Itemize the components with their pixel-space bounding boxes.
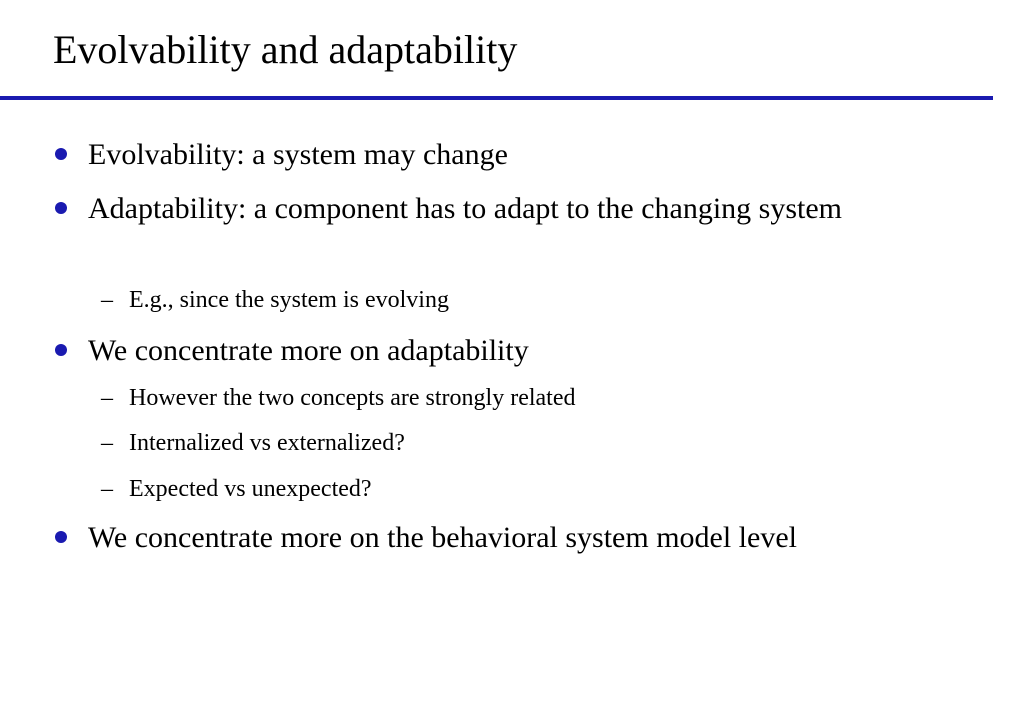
sub-bullet-item — [101, 474, 929, 504]
bullet-dot-icon — [55, 344, 67, 356]
bullet-dot-icon — [55, 148, 67, 160]
bullet-text: We concentrate more on the behavioral system model level — [88, 521, 797, 554]
sub-bullet-text: However the two concepts are strongly related — [129, 385, 576, 411]
bullet-dot-icon — [55, 202, 67, 214]
bullet-item — [88, 189, 918, 228]
sub-bullet-text: Expected vs unexpected? — [129, 476, 372, 502]
title-underline — [0, 96, 993, 100]
dash-marker: – — [101, 430, 113, 456]
dash-marker: – — [101, 385, 113, 411]
bullet-item — [88, 331, 918, 370]
dash-marker: – — [101, 287, 113, 313]
bullet-item — [88, 518, 918, 557]
sub-bullet-text: E.g., since the system is evolving — [129, 287, 449, 313]
sub-bullet-item — [101, 383, 929, 413]
sub-bullet-item — [101, 285, 929, 315]
bullet-item — [88, 135, 918, 174]
bullet-text: We concentrate more on adaptability — [88, 334, 529, 367]
bullet-dot-icon — [55, 531, 67, 543]
dash-marker: – — [101, 476, 113, 502]
sub-bullet-text: Internalized vs externalized? — [129, 430, 405, 456]
slide-title: Evolvability and adaptability — [53, 27, 518, 72]
bullet-text: Evolvability: a system may change — [88, 138, 508, 171]
sub-bullet-item — [101, 428, 929, 458]
bullet-text: Adaptability: a component has to adapt to the changing system — [88, 192, 842, 225]
